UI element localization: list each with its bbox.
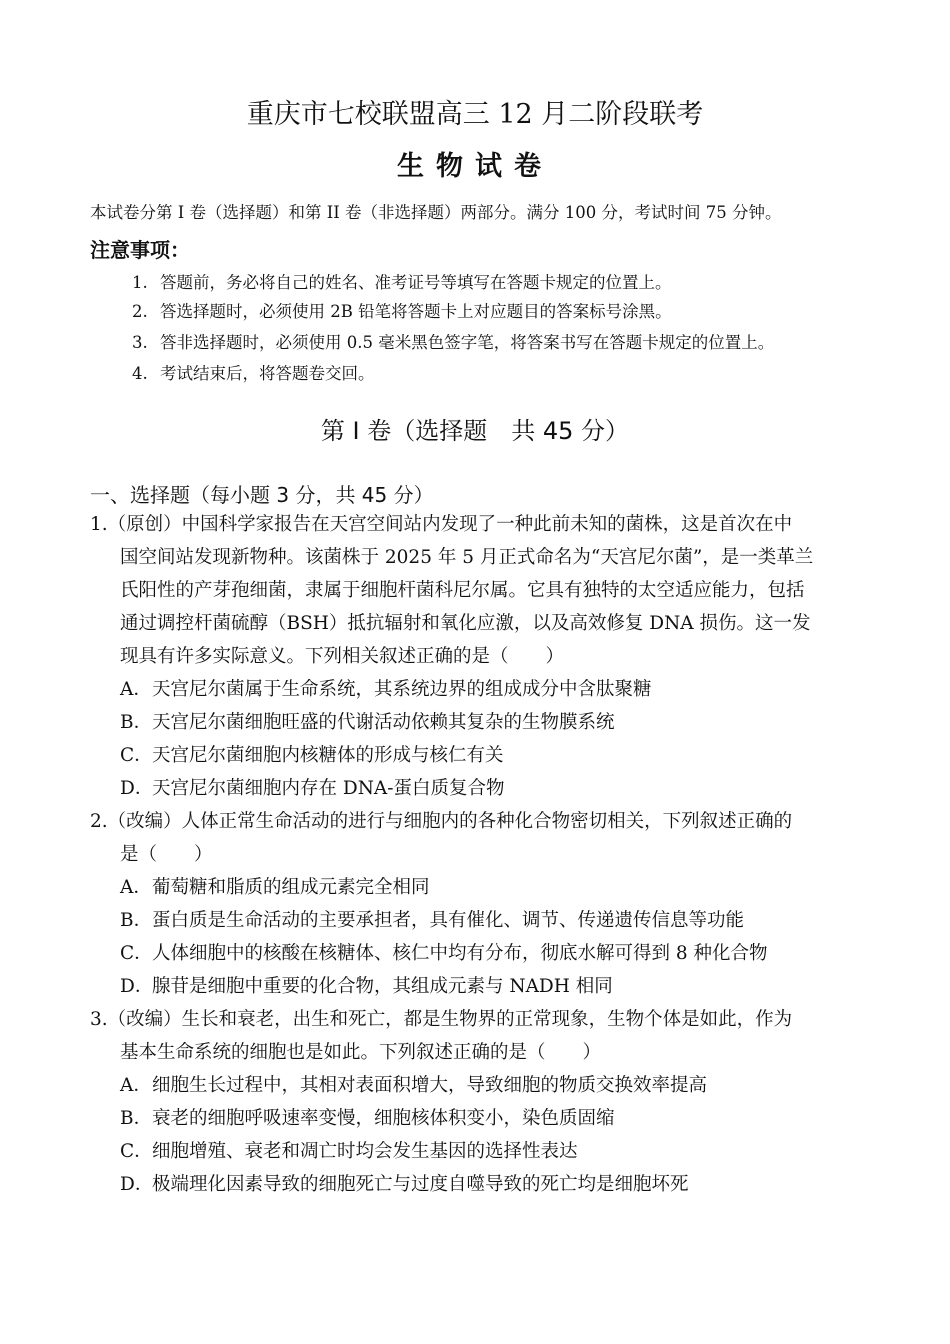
- question-2-line: 是（ ）: [120, 844, 213, 865]
- question-1-line: 通过调控杆菌硫醇（BSH）抵抗辐射和氧化应激，以及高效修复 DNA 损伤。这一发: [120, 613, 811, 634]
- option-text: 蛋白质是生命活动的主要承担者，具有催化、调节、传递遗传信息等功能: [152, 910, 745, 931]
- notice-item: [132, 330, 774, 356]
- option-letter: A．: [120, 1075, 152, 1096]
- exam-subtitle: 生物试卷: [397, 151, 553, 182]
- option-text: 衰老的细胞呼吸速率变慢，细胞核体积变小，染色质固缩: [152, 1108, 615, 1129]
- option-letter: A．: [120, 877, 152, 898]
- question-3-option-d: [120, 1170, 689, 1200]
- option-text: 细胞增殖、衰老和凋亡时均会发生基因的选择性表达: [152, 1141, 578, 1162]
- question-1-option-a: [120, 675, 652, 705]
- notice-text: 答选择题时，必须使用 2B 铅笔将答题卡上对应题目的答案标号涂黑。: [160, 302, 672, 321]
- option-letter: D．: [120, 1174, 154, 1195]
- exam-title: 重庆市七校联盟高三 12 月二阶段联考: [246, 99, 704, 130]
- option-text: 葡萄糖和脂质的组成元素完全相同: [152, 877, 430, 898]
- notice-text: 答题前，务必将自己的姓名、准考证号等填写在答题卡规定的位置上。: [160, 273, 672, 292]
- question-1-line: 氏阳性的产芽孢细菌，隶属于细胞杆菌科尼尔属。它具有独特的太空适应能力，包括: [120, 580, 805, 601]
- option-text: 天宫尼尔菌属于生命系统，其系统边界的组成成分中含肽聚糖: [152, 679, 652, 700]
- notice-number: 1.: [132, 273, 148, 292]
- section-title: 第 I 卷（选择题 共 45 分）: [320, 417, 630, 445]
- question-1-option-c: [120, 741, 504, 771]
- question-3-option-c: [120, 1137, 578, 1167]
- question-3-line: 3.（改编）生长和衰老，出生和死亡，都是生物界的正常现象，生物个体是如此，作为: [90, 1009, 793, 1030]
- question-2-option-a: [120, 873, 430, 903]
- question-2-line: 2.（改编）人体正常生命活动的进行与细胞内的各种化合物密切相关，下列叙述正确的: [90, 811, 793, 832]
- option-letter: C．: [120, 943, 153, 964]
- option-text: 极端理化因素导致的细胞死亡与过度自噬导致的死亡均是细胞坏死: [152, 1174, 689, 1195]
- question-1-option-b: [120, 708, 615, 738]
- question-1-line: 现具有许多实际意义。下列相关叙述正确的是（ ）: [120, 646, 565, 667]
- question-2-option-c: [120, 939, 768, 969]
- notice-number: 4.: [132, 364, 148, 383]
- option-letter: C．: [120, 1141, 153, 1162]
- notice-item: [132, 299, 672, 325]
- notice-item: [132, 361, 375, 387]
- option-text: 人体细胞中的核酸在核糖体、核仁中均有分布，彻底水解可得到 8 种化合物: [152, 943, 768, 964]
- question-1-option-d: [120, 774, 505, 804]
- notice-number: 2.: [132, 302, 148, 321]
- question-2-option-b: [120, 906, 744, 936]
- notice-item: [132, 270, 672, 296]
- option-text: 天宫尼尔菌细胞内存在 DNA-蛋白质复合物: [152, 778, 505, 799]
- question-3-option-b: [120, 1104, 615, 1134]
- question-3-line: 基本生命系统的细胞也是如此。下列叙述正确的是（ ）: [120, 1042, 602, 1063]
- option-letter: D．: [120, 778, 154, 799]
- exam-intro: 本试卷分第 I 卷（选择题）和第 II 卷（非选择题）两部分。满分 100 分，考试时间 75 分钟。: [90, 203, 782, 222]
- notice-text: 答非选择题时，必须使用 0.5 毫米黑色签字笔，将答案书写在答题卡规定的位置上。: [160, 333, 775, 352]
- notice-heading: 注意事项：: [90, 238, 190, 262]
- option-letter: B．: [120, 712, 153, 733]
- option-text: 天宫尼尔菌细胞内核糖体的形成与核仁有关: [152, 745, 504, 766]
- option-text: 腺苷是细胞中重要的化合物，其组成元素与 NADH 相同: [152, 976, 613, 997]
- option-text: 细胞生长过程中，其相对表面积增大，导致细胞的物质交换效率提高: [152, 1075, 708, 1096]
- question-2-option-d: [120, 972, 613, 1002]
- option-letter: A．: [120, 679, 152, 700]
- notice-number: 3.: [132, 333, 148, 352]
- option-letter: C．: [120, 745, 153, 766]
- notice-text: 考试结束后，将答题卷交回。: [160, 364, 375, 383]
- option-letter: D．: [120, 976, 154, 997]
- question-1-line: 1.（原创）中国科学家报告在天宫空间站内发现了一种此前未知的菌株，这是首次在中: [90, 514, 793, 535]
- option-letter: B．: [120, 1108, 153, 1129]
- question-1-line: 国空间站发现新物种。该菌株于 2025 年 5 月正式命名为“天宫尼尔菌”，是一类革兰: [120, 547, 814, 568]
- part-heading: 一、选择题（每小题 3 分，共 45 分）: [90, 483, 434, 507]
- option-letter: B．: [120, 910, 153, 931]
- question-3-option-a: [120, 1071, 707, 1101]
- option-text: 天宫尼尔菌细胞旺盛的代谢活动依赖其复杂的生物膜系统: [152, 712, 615, 733]
